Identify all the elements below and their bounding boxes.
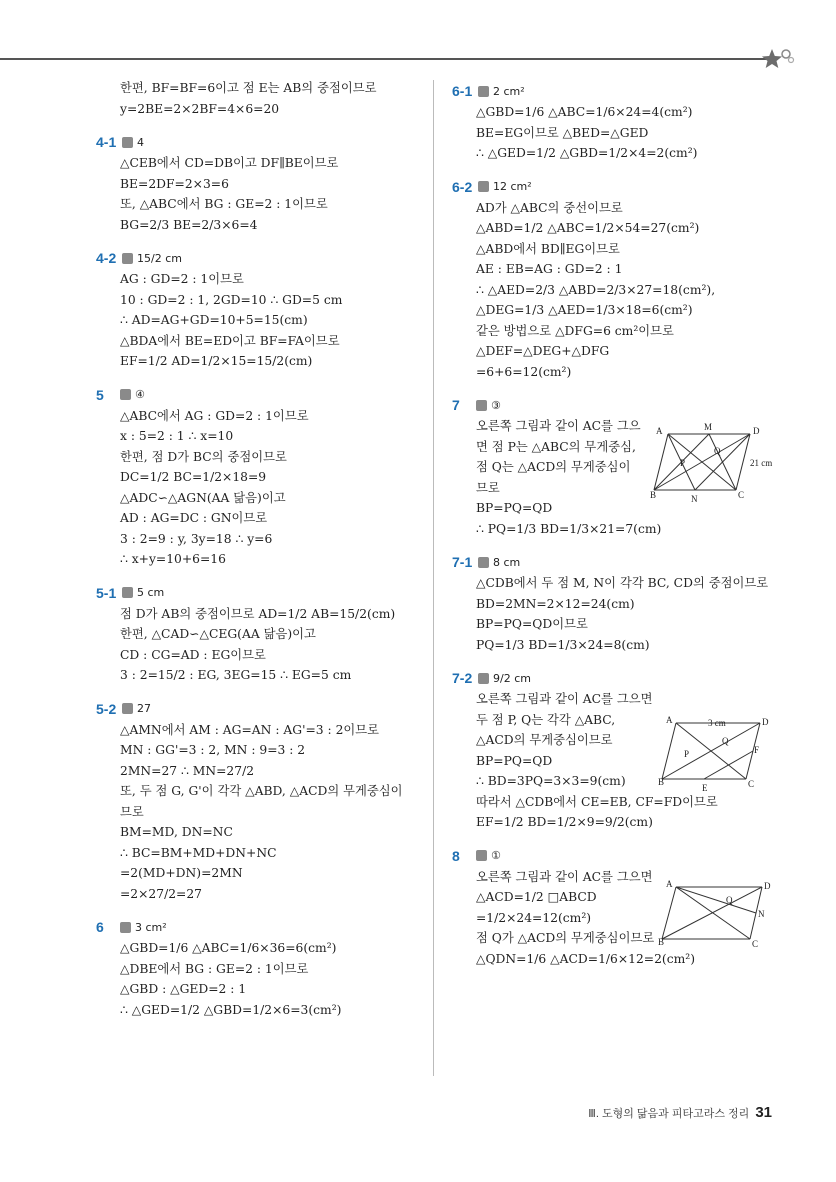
answer-value: 8 cm [493,555,521,569]
solution-line: △ABC에서 AG : GD=2 : 1이므로 [120,408,309,423]
page-number: 31 [755,1104,772,1121]
answer-value: ③ [491,398,501,412]
figure-label: A [666,715,673,725]
solution-line: 므로 [120,804,144,819]
figure-label: A [656,426,663,436]
solution-line: BG=2/3 BE=2/3×6=4 [120,217,258,232]
solution-line: AE : EB=AG : GD=2 : 1 [476,262,623,276]
figure-label: D [762,717,769,727]
solution-line: 점 D가 AB의 중점이므로 AD=1/2 AB=15/2(cm) [120,606,396,621]
problem-header [452,80,792,102]
solution-line: DC=1/2 BC=1/2×18=9 [120,470,267,484]
solution-line: 오른쪽 그림과 같이 AC를 그으면 [476,692,653,706]
solution-line: △ADC∽△AGN(AA 닮음)이고 [120,490,286,505]
solution-line: AD가 △ABC의 중선이므로 [476,200,623,215]
problem-number: 8 [452,847,460,864]
solution-line: =2×27/2=27 [120,886,202,901]
problem-number: 4-1 [96,134,117,150]
problem-number: 5 [96,386,104,403]
problem-number: 6 [96,919,104,935]
star-icon [762,48,796,72]
solution-line: =2(MD+DN)=2MN [120,866,243,880]
solution-line: 2MN=27 ∴ MN=27/2 [120,763,255,778]
problem-7-1 [452,551,792,655]
problem-number: 7-2 [452,670,473,686]
figure-label: P [684,749,690,759]
answer-badge-icon [120,389,131,400]
solution-line: ∴ BC=BM+MD+DN+NC [120,845,277,860]
figure-label: M [704,422,713,432]
problem-6-1 [452,80,792,164]
answer-badge-icon [122,253,133,264]
solution-line: 오른쪽 그림과 같이 AC를 그으 [476,419,641,433]
solution-line: 한편, 점 D가 BC의 중점이므로 [120,449,287,464]
solution-line: 점 Q가 △ACD의 무게중심이므로 [476,931,655,945]
solution-line: BP=PQ=QD [476,501,553,515]
solution-line: 점 Q는 △ACD의 무게중심이 [476,460,631,474]
solution-line: △BDA에서 BE=ED이고 BF=FA이므로 [120,333,340,348]
problem-7 [452,394,792,539]
problem-header [452,845,792,867]
answer-value: 5 cm [137,586,165,599]
solution-line: ∴ △GED=1/2 △GBD=1/2×4=2(cm²) [476,146,698,160]
answer-badge-icon [478,86,489,97]
solution-line: 10 : GD=2 : 1, 2GD=10 ∴ GD=5 cm [120,292,343,307]
parallelogram-figure [658,713,782,793]
solution-line: ∴ AD=AG+GD=10+5=15(cm) [120,313,308,327]
solution-line: BE=EG이므로 △BED=△GED [476,125,649,140]
problem-header [96,916,422,938]
solution-line: △ACD의 무게중심이므로 [476,733,613,747]
solution-line: △GBD=1/6 △ABC=1/6×36=6(cm²) [120,941,337,955]
problem-header [452,394,792,416]
solution-line: 3 : 2=15/2 : EG, 3EG=15 ∴ EG=5 cm [120,668,352,682]
solution-line: ∴ △GED=1/2 △GBD=1/2×6=3(cm²) [120,1002,342,1017]
figure-label: D [753,426,760,436]
page-footer [588,1104,772,1121]
solution-line: BD=2MN=2×12=24(cm) [476,596,635,611]
answer-value: 4 [137,135,144,149]
column-divider [433,80,434,1076]
figure-label: D [764,880,771,891]
solution-line: △DEG=1/3 △AED=1/3×18=6(cm²) [476,303,693,317]
answer-badge-icon [120,922,131,933]
solution-line: 같은 방법으로 △DFG=6 cm²이므로 [476,323,674,338]
figure-label: N [758,908,765,919]
answer-badge-icon [478,181,489,192]
solution-line: 두 점 P, Q는 각각 △ABC, [476,712,616,727]
solution-line: 3 : 2=9 : y, 3y=18 ∴ y=6 [120,531,273,546]
answer-badge-icon [476,850,487,861]
answer-value: ④ [135,388,145,401]
answer-value: 2 cm² [493,84,525,98]
answer-badge-icon [476,400,487,411]
solution-line: MN : GG'=3 : 2, MN : 9=3 : 2 [120,743,306,757]
right-column [452,78,792,981]
figure-label: B [658,777,665,787]
problem-8 [452,845,792,970]
problem-header [452,667,792,689]
solution-line: AG : GD=2 : 1이므로 [120,272,244,286]
solution-line: ∴ x+y=10+6=16 [120,552,226,566]
answer-value: 15/2 cm [137,251,182,265]
solution-line: EF=1/2 AD=1/2×15=15/2(cm) [120,354,313,368]
solution-line: △DEF=△DEG+△DFG [476,344,610,358]
figure-label: Q [722,736,729,746]
answer-value: 12 cm² [493,180,532,193]
problem-6 [96,916,422,1020]
figure-label: Q [714,446,721,456]
figure-label: N [691,494,698,504]
solution-line: 또, △ABC에서 BG : GE=2 : 1이므로 [120,197,328,211]
solution-line: BP=PQ=QD이므로 [476,617,588,631]
parallelogram-figure [650,422,784,504]
solution-line: 한편, BF=BF=6이고 점 E는 AB의 중점이므로 [120,81,377,95]
solution-line: BM=MD, DN=NC [120,825,233,839]
solution-line: ∴ △AED=2/3 △ABD=2/3×27=18(cm²), [476,282,716,297]
problem-6-2 [452,176,792,383]
figure-label: B [650,490,657,500]
problem-header [96,384,422,406]
solution-line: 오른쪽 그림과 같이 AC를 그으면 [476,869,653,884]
problem-number: 6-2 [452,178,473,195]
answer-value: 27 [137,702,151,715]
figure-label: P [680,458,686,468]
solution-line: △ABD에서 BD∥EG이므로 [476,241,620,256]
solution-line: 한편, △CAD∽△CEG(AA 닮음)이고 [120,627,316,641]
problem-header [96,247,422,269]
solution-line: BP=PQ=QD [476,753,553,768]
solution-line: ∴ PQ=1/3 BD=1/3×21=7(cm) [476,521,662,536]
solution-line: △CEB에서 CD=DB이고 DF∥BE이므로 [120,156,339,170]
problem-4-2 [96,247,422,372]
solution-line: 또, 두 점 G, G'이 각각 △ABD, △ACD의 무게중심이 [120,784,403,798]
answer-badge-icon [122,703,133,714]
solution-line: △AMN에서 AM : AG=AN : AG'=3 : 2이므로 [120,722,380,737]
figure-label: C [752,938,759,949]
problem-header [96,698,422,720]
figure-label: Q [726,894,733,905]
left-column [96,78,422,1032]
answer-value: 3 cm² [135,920,167,934]
solution-line: BE=2DF=2×3=6 [120,176,229,191]
problem-7-2 [452,667,792,833]
figure-label: C [738,490,745,500]
solution-line: PQ=1/3 BD=1/3×24=8(cm) [476,637,650,652]
solution-line: =6+6=12(cm²) [476,364,572,379]
solution-line: △ABD=1/2 △ABC=1/2×54=27(cm²) [476,221,700,235]
problem-5-2 [96,698,422,905]
figure-label: C [748,779,755,789]
chapter-title: Ⅲ. 도형의 닮음과 피타고라스 정리 [588,1108,750,1120]
solution-line: x : 5=2 : 1 ∴ x=10 [120,429,234,443]
solution-line: △QDN=1/6 △ACD=1/6×12=2(cm²) [476,951,696,966]
problem-number: 7 [452,397,460,413]
problem-4-1 [96,131,422,235]
answer-badge-icon [478,557,489,568]
solution-line: 면 점 P는 △ABC의 무게중심, [476,439,636,454]
figure-label: 3 cm [708,718,726,728]
answer-badge-icon [122,137,133,148]
answer-badge-icon [478,673,489,684]
problem-5 [96,384,422,570]
problem-header [452,176,792,198]
problem-header [96,582,422,604]
top-rule [0,58,770,60]
problem-number: 4-2 [96,250,117,266]
answer-value: ① [491,849,501,862]
problem-number: 5-2 [96,700,117,717]
figure-label: B [658,936,665,947]
problem-number: 5-1 [96,584,117,601]
figure-label: F [754,745,760,755]
problem-header [452,551,792,573]
solution-line: y=2BE=2×2BF=4×6=20 [120,101,280,116]
solution-line: AD : AG=DC : GN이므로 [120,511,268,525]
solution-line: △GBD : △GED=2 : 1 [120,982,247,996]
solution-line: =1/2×24=12(cm²) [476,910,592,925]
solution-line: ∴ BD=3PQ=3×3=9(cm) [476,774,626,788]
answer-badge-icon [122,587,133,598]
solution-line: △GBD=1/6 △ABC=1/6×24=4(cm²) [476,105,693,119]
solution-line: 므로 [476,480,500,495]
figure-label: A [666,878,673,889]
figure-label: 21 cm [750,458,773,468]
problem-number: 7-1 [452,554,473,570]
parallelogram-figure [658,877,782,951]
answer-value: 9/2 cm [493,671,531,685]
solution-line: 따라서 △CDB에서 CE=EB, CF=FD이므로 [476,794,718,809]
solution-line: EF=1/2 BD=1/2×9=9/2(cm) [476,815,653,829]
figure-label: E [702,783,708,793]
continued-solution [96,78,422,119]
problem-number: 6-1 [452,83,473,99]
solution-line: △ACD=1/2 □ABCD [476,890,597,904]
solution-line: △DBE에서 BG : GE=2 : 1이므로 [120,961,309,976]
solution-line: △CDB에서 두 점 M, N이 각각 BC, CD의 중점이므로 [476,576,769,590]
problem-5-1 [96,582,422,686]
problem-header [96,131,422,153]
solution-line: CD : CG=AD : EG이므로 [120,647,266,662]
